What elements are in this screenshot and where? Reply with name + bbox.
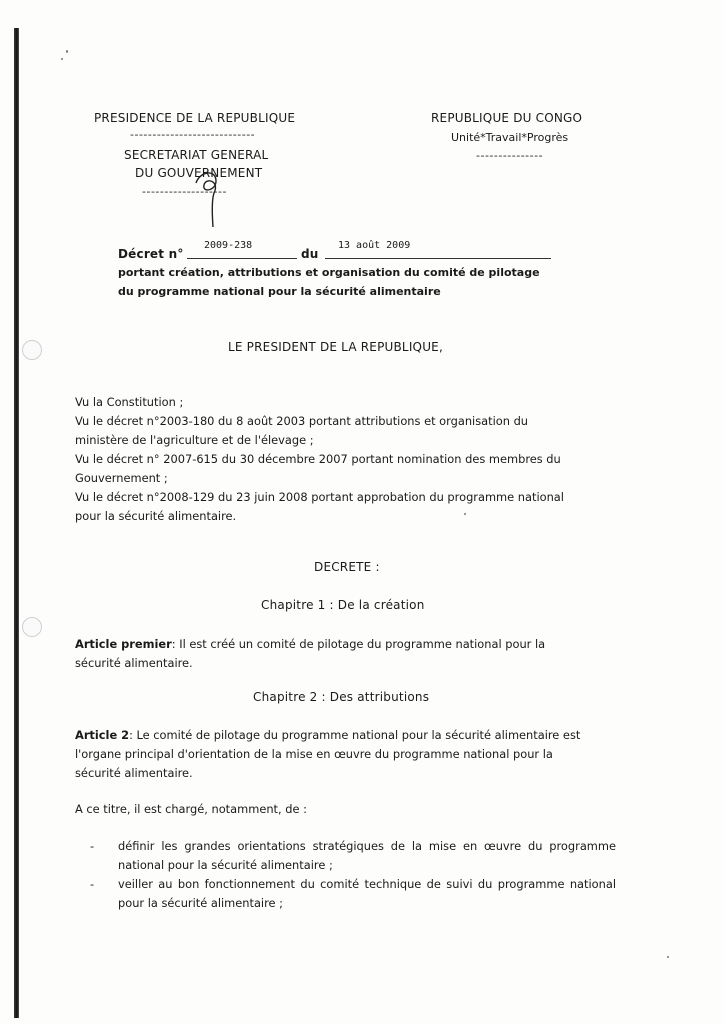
header-left-dashes-2: ------------------- xyxy=(142,185,227,198)
chapter-2-title: Chapitre 2 : Des attributions xyxy=(253,690,430,704)
decree-du-label: du xyxy=(301,247,319,261)
chapter-1-title: Chapitre 1 : De la création xyxy=(261,598,425,612)
visa-line-7: pour la sécurité alimentaire. xyxy=(75,509,237,523)
decree-date: 13 août 2009 xyxy=(338,240,411,251)
decree-number-line xyxy=(187,258,297,259)
visa-line-2: Vu le décret n°2003-180 du 8 août 2003 portant attributions et organisation du xyxy=(75,414,529,428)
header-republique-congo: REPUBLIQUE DU CONGO xyxy=(431,111,583,125)
scan-speck xyxy=(61,58,63,60)
article-premier-line1 xyxy=(75,634,627,654)
visa-line-3: ministère de l'agriculture et de l'élevage ; xyxy=(75,433,314,447)
bullet-text: veiller au bon fonctionnement du comité technique de suivi du programme national pour la sécurité alimentaire ; xyxy=(118,877,616,910)
decree-number: 2009-238 xyxy=(204,240,253,251)
scan-speck xyxy=(464,513,466,515)
binding-strip xyxy=(14,28,19,1018)
president-title: LE PRESIDENT DE LA REPUBLIQUE, xyxy=(228,340,443,354)
header-presidence: PRESIDENCE DE LA REPUBLIQUE xyxy=(94,111,296,125)
article-2-intro: A ce titre, il est chargé, notamment, de : xyxy=(75,802,307,816)
article-2-line1 xyxy=(75,725,627,745)
article-premier-label: Article premier xyxy=(75,637,172,651)
punch-hole-bottom xyxy=(22,617,42,637)
decree-subject-line1: portant création, attributions et organisation du comité de pilotage xyxy=(118,266,540,279)
bullet-mark: - xyxy=(90,877,95,891)
article-premier-line2: sécurité alimentaire. xyxy=(75,656,193,670)
visa-line-1: Vu la Constitution ; xyxy=(75,395,184,409)
decree-label: Décret n° xyxy=(118,247,184,261)
bullet-mark: - xyxy=(90,839,95,853)
scan-speck xyxy=(66,50,68,53)
header-gouvernement: DU GOUVERNEMENT xyxy=(135,166,263,180)
visa-line-6: Vu le décret n°2008-129 du 23 juin 2008 portant approbation du programme national xyxy=(75,490,564,504)
decree-date-line xyxy=(325,258,551,259)
visa-line-5: Gouvernement ; xyxy=(75,471,168,485)
article-premier-text-1: : Il est créé un comité de pilotage du programme national pour la xyxy=(171,637,546,651)
decree-subject-line2: du programme national pour la sécurité alimentaire xyxy=(118,285,441,298)
scan-speck xyxy=(667,956,669,958)
bullet-item xyxy=(90,875,630,915)
header-right-dashes: --------------- xyxy=(476,149,544,162)
header-left-dashes-1: ---------------------------- xyxy=(130,128,256,141)
article-2-label: Article 2 xyxy=(75,728,130,742)
article-2-line2: l'organe principal d'orientation de la mise en œuvre du programme national pour la xyxy=(75,747,553,761)
header-devise: Unité*Travail*Progrès xyxy=(451,131,569,144)
bullet-item xyxy=(90,837,630,877)
visa-line-4: Vu le décret n° 2007-615 du 30 décembre 2007 portant nomination des membres du xyxy=(75,452,561,466)
article-2-text-1: : Le comité de pilotage du programme national pour la sécurité alimentaire est xyxy=(129,728,581,742)
bullet-text: définir les grandes orientations stratégiques de la mise en œuvre du programme national pour la sécurité alimentaire ; xyxy=(118,839,616,872)
decrete-heading: DECRETE : xyxy=(314,560,380,574)
article-2-line3: sécurité alimentaire. xyxy=(75,766,193,780)
punch-hole-top xyxy=(22,340,42,360)
handwritten-mark xyxy=(190,163,226,233)
header-secretariat: SECRETARIAT GENERAL xyxy=(124,148,269,162)
